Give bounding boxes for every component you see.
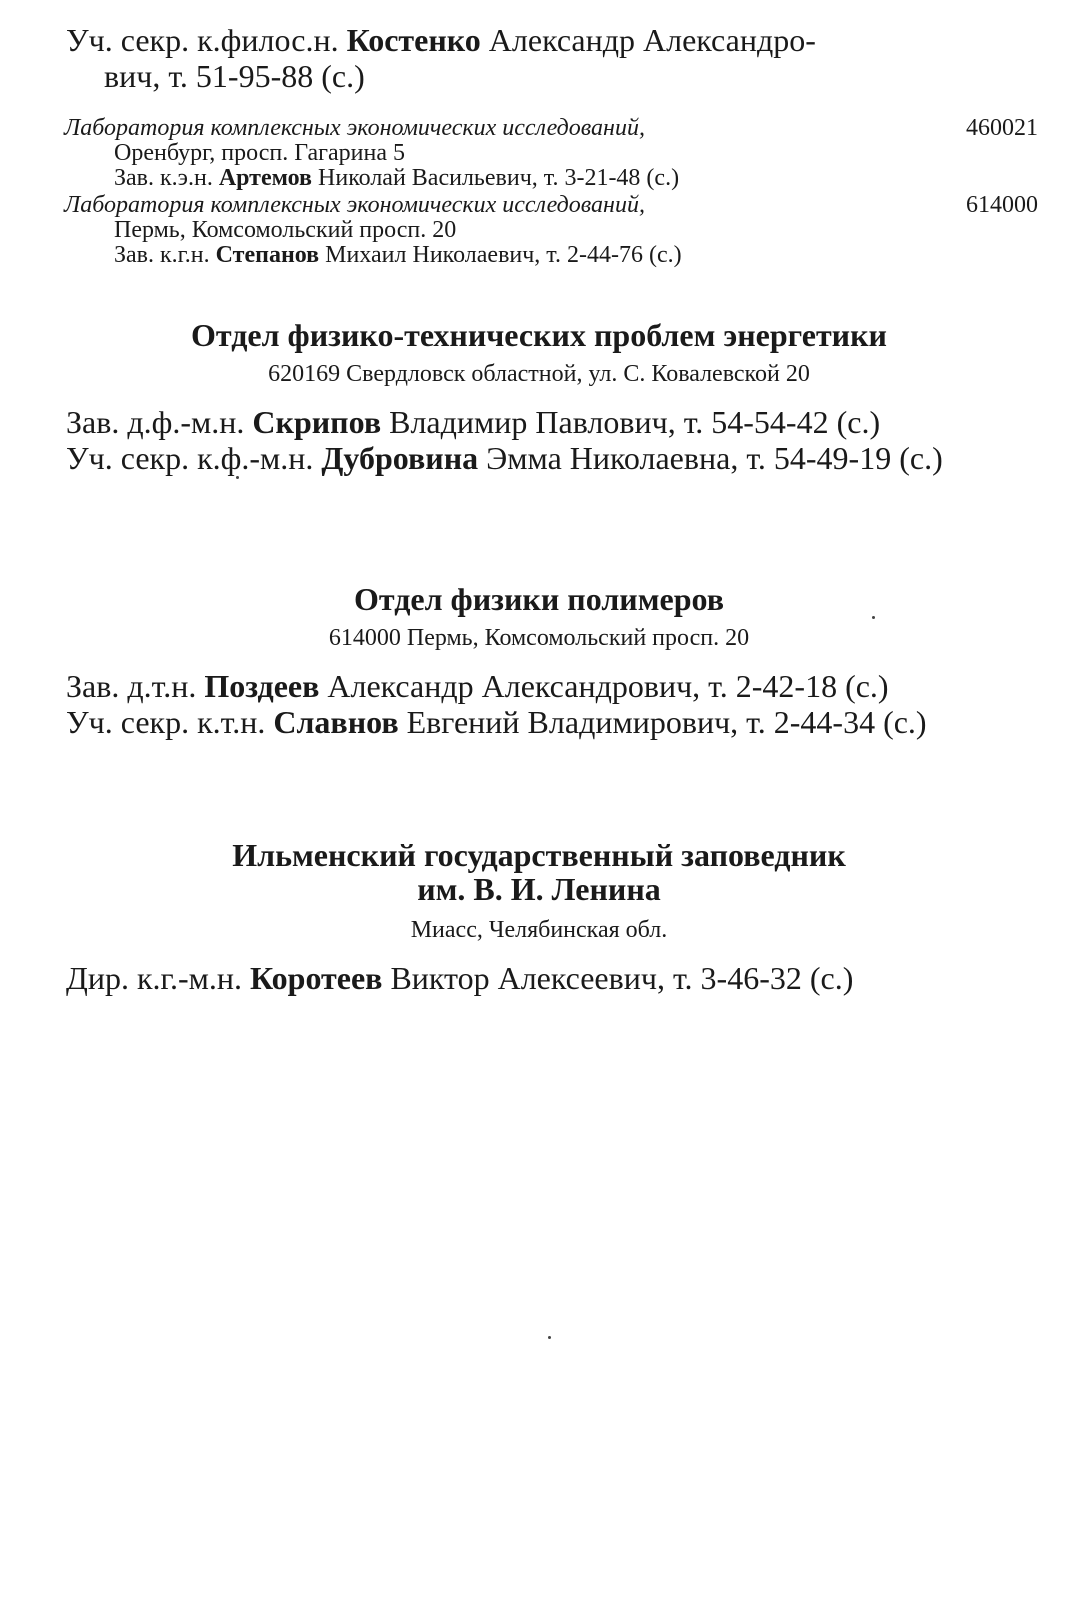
reserve-staff bbox=[66, 960, 1038, 996]
entry-secretary-dubrovina bbox=[66, 440, 1038, 476]
section-heading-reserve-line2: им. В. И. Ленина bbox=[417, 871, 661, 907]
section-address-reserve: Миасс, Челябинская обл. bbox=[410, 917, 668, 943]
scan-speck bbox=[548, 1336, 551, 1339]
person-name: Артемов bbox=[218, 165, 313, 191]
entry-director-koroteev bbox=[66, 960, 1038, 996]
entry-head-pozdeev bbox=[66, 668, 1038, 704]
lab-orenburg-entry bbox=[64, 116, 1038, 191]
section-heading-reserve-line1: Ильменский государственный заповедник bbox=[232, 837, 846, 873]
person-name: Коротеев bbox=[250, 960, 383, 996]
role-text: Зав. к.э.н. bbox=[114, 165, 213, 191]
entry-secretary-slavnov bbox=[66, 704, 1038, 740]
entry-secretary-kostenko bbox=[66, 22, 1038, 94]
person-name: Скрипов bbox=[252, 404, 382, 440]
person-name: Поздеев bbox=[204, 668, 320, 704]
role-text: Зав. к.г.н. bbox=[114, 242, 210, 268]
section-address-polymers: 614000 Пермь, Комсомольский просп. 20 bbox=[328, 625, 750, 651]
person-rest: Владимир Павлович, т. 54-54-42 (с.) bbox=[389, 404, 881, 440]
person-name: Славнов bbox=[273, 704, 399, 740]
section-heading-polymers: Отдел физики полимеров bbox=[354, 581, 724, 617]
lab-orenburg bbox=[64, 116, 1038, 191]
person-rest: Михаил Николаевич, т. 2-44-76 (с.) bbox=[325, 242, 682, 268]
person-rest: Виктор Алексеевич, т. 3-46-32 (с.) bbox=[390, 960, 854, 996]
person-rest: Александр Александро- bbox=[488, 22, 816, 58]
role-text: Уч. секр. к.т.н. bbox=[66, 704, 266, 740]
person-name: Костенко bbox=[346, 22, 481, 58]
person-rest: Николай Васильевич, т. 3-21-48 (с.) bbox=[318, 165, 680, 191]
person-rest: Евгений Владимирович, т. 2-44-34 (с.) bbox=[406, 704, 927, 740]
postal-index: 460021 bbox=[966, 115, 1038, 141]
dept-polymers-staff bbox=[66, 668, 1038, 740]
role-text: Дир. к.г.-м.н. bbox=[66, 960, 243, 996]
lab-perm-entry bbox=[64, 193, 1038, 268]
dept-energy-staff bbox=[66, 404, 1038, 476]
postal-index: 614000 bbox=[966, 192, 1038, 218]
lab-perm bbox=[64, 193, 1038, 268]
section-address-energy: 620169 Свердловск областной, ул. С. Ковалевской 20 bbox=[268, 361, 810, 387]
person-phone: вич, т. 51-95-88 (с.) bbox=[104, 58, 365, 94]
lab-title: Лаборатория комплексных экономических исследований, bbox=[64, 115, 645, 141]
lab-address: Пермь, Комсомольский просп. 20 bbox=[114, 217, 457, 243]
role-text: Зав. д.ф.-м.н. bbox=[66, 404, 245, 440]
role-text: Зав. д.т.н. bbox=[66, 668, 197, 704]
entry-top bbox=[66, 22, 1038, 94]
person-name: Дубровина bbox=[321, 440, 479, 476]
entry-head-skripov bbox=[66, 404, 1038, 440]
scan-speck bbox=[236, 476, 239, 479]
scan-speck bbox=[872, 616, 875, 619]
person-name: Степанов bbox=[215, 242, 320, 268]
person-rest: Александр Александрович, т. 2-42-18 (с.) bbox=[327, 668, 889, 704]
section-heading-energy: Отдел физико-технических проблем энергетики bbox=[191, 317, 887, 353]
role-text: Уч. секр. к.филос.н. bbox=[66, 22, 339, 58]
role-text: Уч. секр. к.ф.-м.н. bbox=[66, 440, 314, 476]
lab-address: Оренбург, просп. Гагарина 5 bbox=[114, 140, 405, 166]
lab-title: Лаборатория комплексных экономических исследований, bbox=[64, 192, 645, 218]
person-rest: Эмма Николаевна, т. 54-49-19 (с.) bbox=[486, 440, 943, 476]
